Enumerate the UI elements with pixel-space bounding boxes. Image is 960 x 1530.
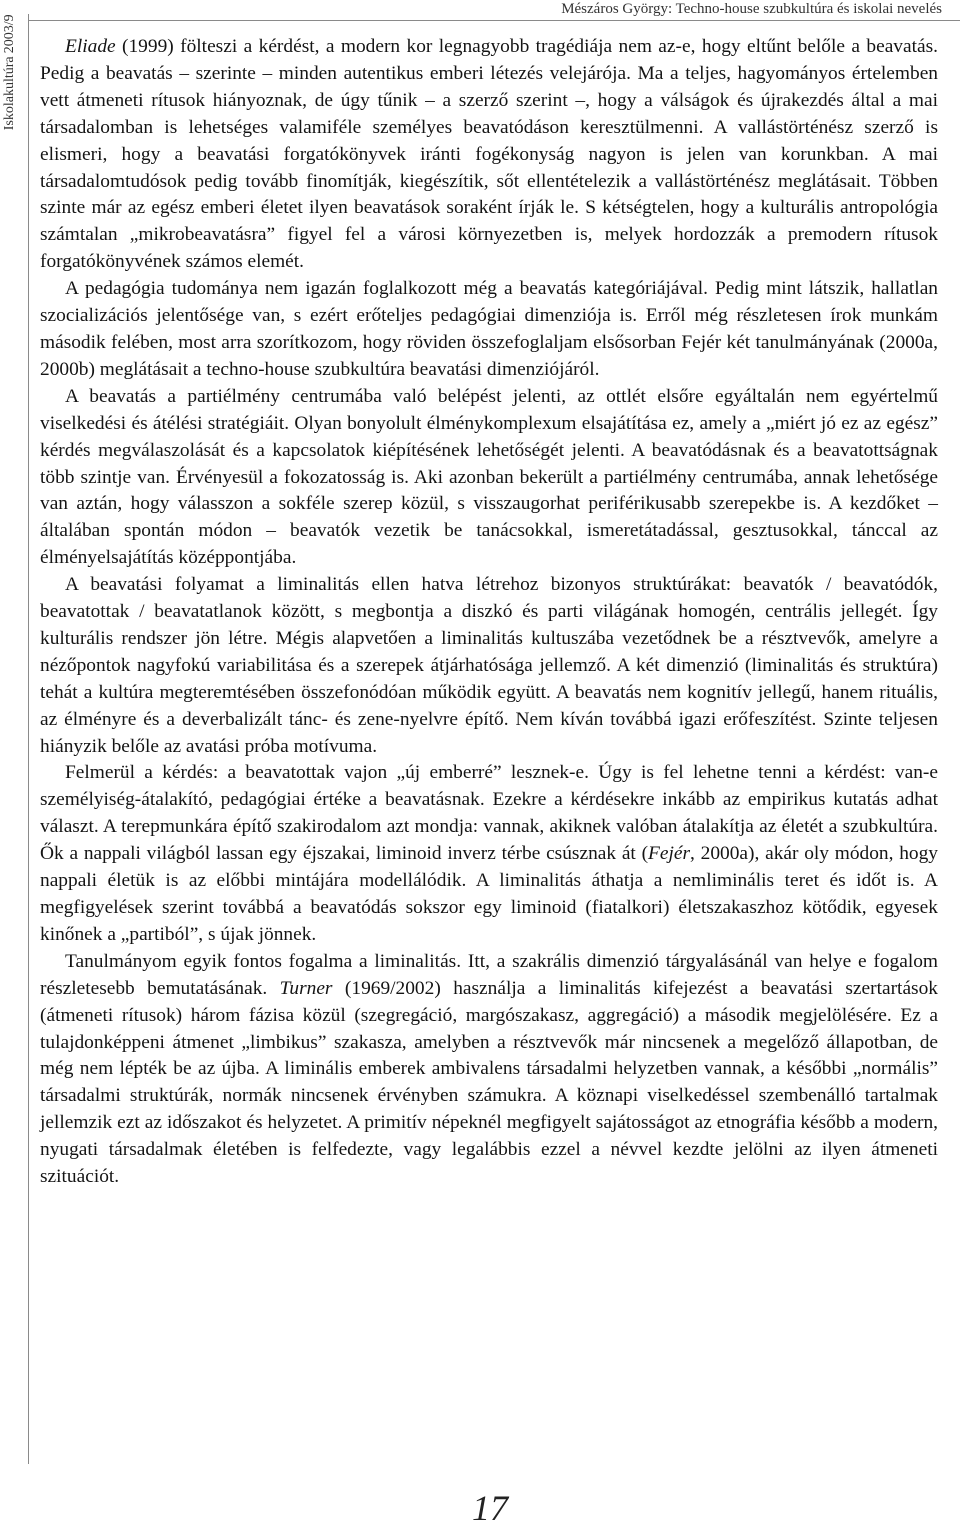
- paragraph-2: A pedagógia tudománya nem igazán foglalkozott még a beavatás kategóriájával. Pedig mint látszik, hallatlan szocializációs jelentősége van, s ezért erőteljes pedagógiai dimenziója is. Erről még részletesen írok munkám második felében, most arra szorítkozom, hogy röviden összefoglaljam elsősorban Fejér két tanulmányának (2000a, 2000b) meglátásait a techno-house szubkultúra beavatási dimenziójáról.: [40, 278, 938, 380]
- journal-name: Iskolakultúra: [2, 56, 17, 131]
- page-number: 17: [472, 1488, 508, 1528]
- paragraph-6-text-a: Tanulmányom egyik fontos fogalma a liminalitás. Itt, a szakrális dimenzió tárgyalásánál van helye e fogalom részletesebb bemutatásának.: [40, 950, 938, 999]
- paragraph-1: [40, 34, 938, 276]
- paragraph-6: [40, 949, 938, 1191]
- margin-rule-vertical: [28, 14, 29, 1464]
- header-rule-horizontal: [28, 20, 960, 21]
- paragraph-1-text: (1999) fölteszi a kérdést, a modern kor legnagyobb tragédiája nem az-e, hogy eltűnt belőle a beavatás. Pedig a beavatás – szerinte – minden autentikus emberi létezés velejárója. Ma a teljes, hagyományos értelemben vett átmeneti rítusok hiányoznak, de úgy tűnik – a szerző szerint –, hogy a válságok és újrakezdés által a mai társadalomban is lehetséges valamiféle személyes beavatódáson keresztülmenni. A vallástörténész szerző is elismeri, hogy a beavatási forgatókönyvek iránti fogékonyság nagyon is jelen van korunkban. A mai társadalomtudósok pedig tovább finomítják, kiegészítik, sőt ellentételezik a vallástörténész meglátásait. Többen szinte már az egész emberi életet ilyen beavatások soraként írják le. S kétségtelen, hogy a kulturális antropológia számtalan „mikrobeavatásra” figyel fel a városi környezetben is, melyek hordozzák a premodern rítusok forgatókönyvének számos elemét.: [40, 36, 938, 273]
- journal-side-label: [2, 14, 18, 130]
- journal-issue: 2003/9: [2, 14, 17, 53]
- cited-author-eliade: Eliade: [65, 36, 116, 57]
- article-body: [40, 34, 938, 1191]
- cited-author-fejer: Fejér: [648, 843, 691, 865]
- paragraph-5: [40, 760, 938, 948]
- paragraph-6-text-b: (1969/2002) használja a liminalitás kifejezést a beavatási szertartások (átmeneti rítusok) három fázisa közül (szegregáció, margószakasz, aggregáció) a második megjelölésére. Ez a tulajdonképpeni átmenet „limbikus” szakasza, amelyben a résztvevők már nincsenek a megelőző állapotban, de még nem lépték be az újba. A liminális emberek ambivalens társadalmi helyzetben vannak, a későbbi „normális” társadalmi struktúrák, normák nincsenek érvényben számukra. A köznapi viselkedéssel szembenálló tartalmak jellemzik ezt az időszakot és helyzetet. A primitív népeknél megfigyelt sajátosságot az etnográfia később a modern, nyugati társadalmak életében is felfedezte, vagy legalábbis ezzel a névvel kezdte jelölni az ilyen átmeneti szituációt.: [40, 977, 938, 1188]
- cited-author-turner: Turner: [279, 977, 333, 999]
- paragraph-4: A beavatási folyamat a liminalitás ellen hatva létrehoz bizonyos struktúrákat: beavatók / beavatódók, beavatottak / beavatatlanok között, s megbontja a diszkó és parti világának homogén, centrális jellegét. Így kulturális rendszer jön létre. Mégis alapvetően a liminalitás kultuszába vezetődnek be a résztvevők, amelyre a nézőpontok nagyfokú variabilitása és a szerepek átjárhatósága jellemző. A két dimenzió (liminalitás és struktúra) tehát a kultúra megteremtésében összefonódóan működik együtt. A beavatás nem kognitív jellegű, hanem rituális, az élményre és a deverbalizált tánc- és zene-nyelvre építő. Nem kíván továbbá igazi erőfeszítést. Szinte teljesen hiányzik belőle az avatási próba motívuma.: [40, 574, 938, 757]
- paragraph-5-text-a: Felmerül a kérdés: a beavatottak vajon „új emberré” lesznek-e. Úgy is fel lehetne tenni a kérdést: van-e személyiség-átalakító, pedagógiai értéke a beavatásnak. Ezekre a kérdésekre inkább az empirikus kutatás adhat választ. A terepmunkára építő szakirodalom azt mondja: vannak, akiknek valóban átalakítja az életét a szubkultúra. Ők a nappali világból lassan egy éjszakai, liminoid inverz térbe csúsznak át (: [40, 762, 938, 865]
- paragraph-3: A beavatás a partiélmény centrumába való belépést jelenti, az ottlét elsőre egyáltalán nem egyértelmű viselkedési és átélési stratégiáit. Olyan bonyolult élménykomplexum elsajátítása ez, amely a „miért jó ez az egész” kérdés megválaszolását és a kapcsolatok kiépítésének lehetőségét jelenti. A beavatódásnak és a beavatottságnak több szintje van. Érvényesül a fokozatosság is. Aki azonban bekerült a partiélmény centrumába, annak lehetősége van aztán, hogy válasszon a sokféle szerep közül, s visszaugorhat periférikusabb szerepekbe is. A kezdőket – általában spontán módon – beavatók vezetik be tanácsokkal, ismeretátadással, gesztusokkal, tánccal az élményelsajátítás középpontjába.: [40, 385, 938, 569]
- running-header: Mészáros György: Techno-house szubkultúra és iskolai nevelés: [561, 1, 942, 17]
- paragraph-5-text-b: , 2000a), akár oly módon, hogy nappali életük is az előbbi mintájára modellálódik. A liminalitás áthatja a nemliminális teret és időt is. A megfigyelések szerint továbbá a beavatódás sokszor egy liminoid (fiatalkori) életszakaszhoz kötődik, egyesek kinőnek a „partiból”, s újak jönnek.: [40, 843, 938, 945]
